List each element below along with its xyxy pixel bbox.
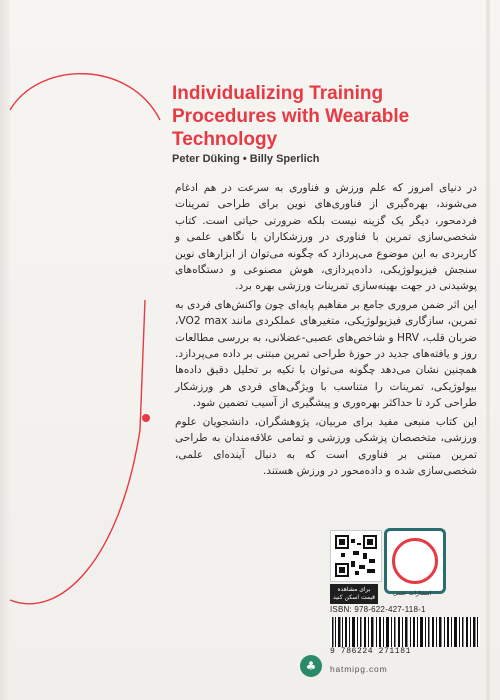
book-title: Individualizing Training Procedures with Wearable Technology — [172, 83, 410, 150]
isbn: ISBN: 978-622-427-118-1 — [330, 605, 426, 614]
cover-right-edge — [486, 0, 490, 700]
barcode-number: 9 786224 271181 — [330, 647, 412, 656]
price-scan-label: برای مشاهده قیمت اسکن کنید — [330, 584, 378, 604]
blurb-paragraph: در دنیای امروز که علم ورزش و فناوری به سرعت در هم ادغام می‌شوند، بهره‌گیری از فناوری‌های نوین برای طراحی تمرینات فردمحور، دیگر یک گزینه نیست بلکه ضرورتی حیاتی است. کتاب شخصی‌سازی تمرین با فناوری در ورزشکاران با نگاهی علمی و کاربردی به این موضوع می‌پردازد که چگونه می‌توان از ابزارهای نوین سنجش فیزیولوژیکی، داده‌پردازی، هوش مصنوعی و دستگاه‌های پوشیدنی در جهت بهینه‌سازی تمرینات ورزشی بهره برد. — [175, 182, 477, 293]
publisher-logo-icon — [384, 528, 446, 594]
barcode — [330, 617, 480, 647]
book-authors: Peter Düking • Billy Sperlich — [172, 153, 320, 165]
publisher-name: انتشارات حتمی — [392, 590, 432, 597]
blurb-paragraph: این اثر ضمن مروری جامع بر مفاهیم پایه‌ای چون واکنش‌های فردی به تمرین، سازگاری فیزیولوژیکی، متغیرهای عملکردی مانند VO2 max، ضربان قلب، HRV و شاخص‌های عصبی-عضلانی، به بررسی مطالعات روز و یافته‌های جدید در حوزهٔ طراحی تمرین مبتنی بر داده می‌پردازد. همچنین نشان می‌دهد چگونه می‌توان با تکیه بر تحلیل دقیق داده‌ها بیولوژیکی، تمرینات را متناسب با ویژگی‌های فردی هر ورزشکار طراحی کرد تا حداکثر بهره‌وری و پیشگیری از آسیب تضمین شود. — [175, 298, 477, 410]
qr-code[interactable] — [330, 530, 382, 582]
blurb — [175, 180, 477, 481]
tree-icon: ♣ — [300, 655, 322, 677]
blurb-paragraph: این کتاب منبعی مفید برای مربیان، پژوهشگران، دانشجویان علوم ورزشی، متخصصان پزشکی ورزشی و تمامی علاقه‌مندان به طراحی تمرین مبتنی بر فناوری است که به دنبال آینده‌ای علمی، شخصی‌سازی شده و داده‌محور در ورزش هستند. — [175, 415, 477, 477]
curve-dot — [142, 414, 150, 422]
publisher-website[interactable]: hatmipg.com — [330, 664, 388, 674]
